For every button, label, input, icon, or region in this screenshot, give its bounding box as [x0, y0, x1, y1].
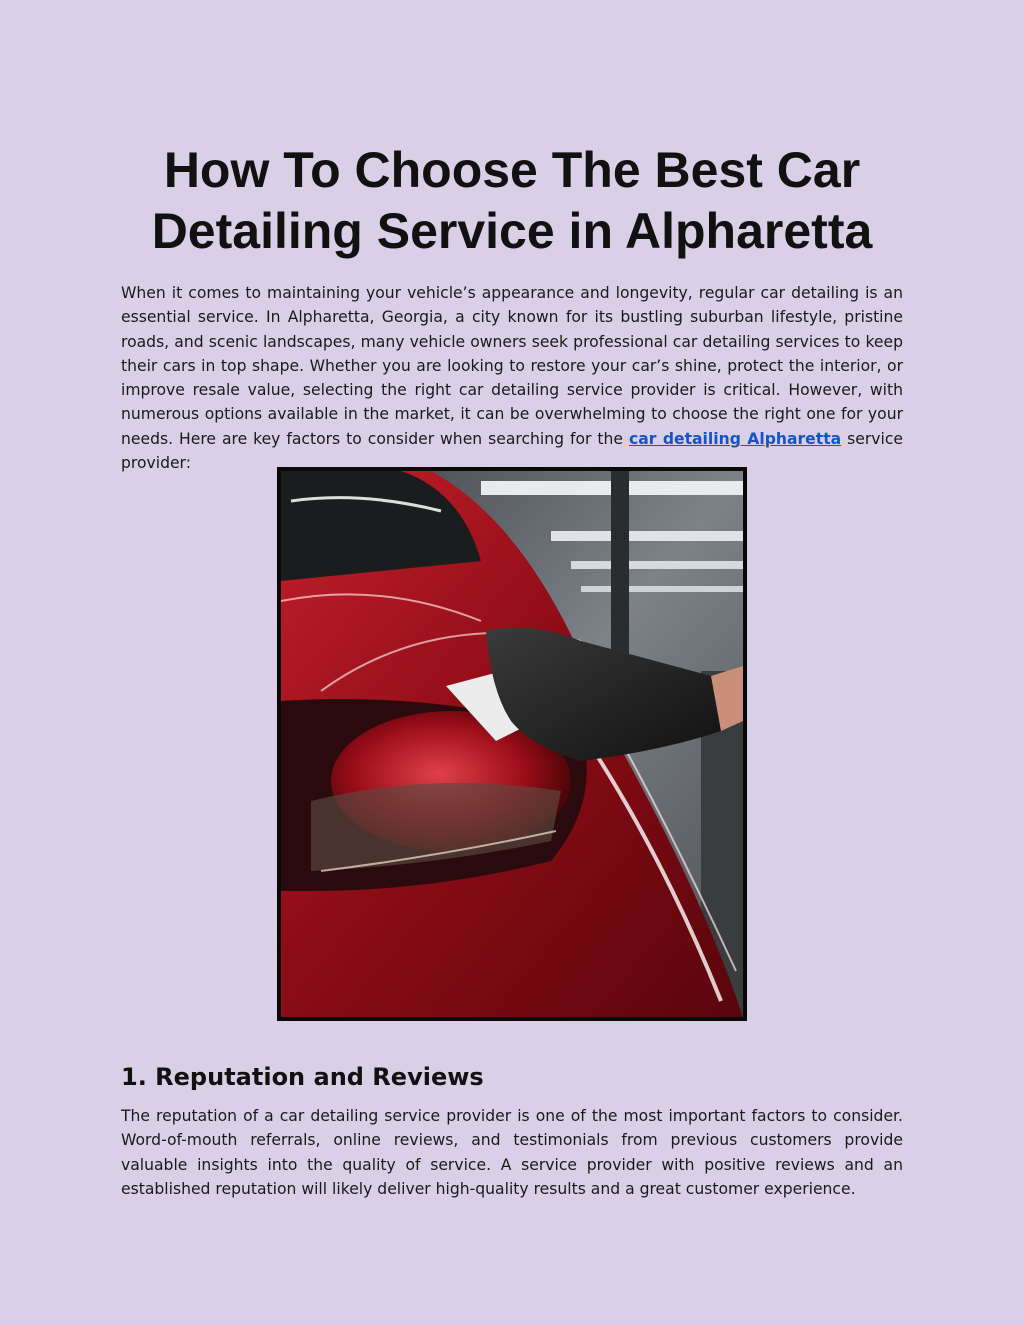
title-line-2: Detailing Service in Alpharetta — [151, 203, 873, 259]
intro-text-end: service provider: — [121, 429, 904, 473]
title-line-1: How To Choose The Best Car — [163, 142, 861, 198]
section-body: The reputation of a car detailing service provider is one of the most important factors to consider. Word-of-mouth referrals, online reviews, and testimonials from previous customers provide valuable insights into the quality of service. A service provider with positive reviews and an established reputation will likely deliver high-quality results and a great customer experience. — [121, 1107, 903, 1198]
page-title — [100, 140, 924, 262]
intro-paragraph — [121, 281, 903, 475]
intro-text: When it comes to maintaining your vehicle’s appearance and longevity, regular car detailing is an essential service. In Alpharetta, Georgia, a city known for its bustling suburban lifestyle, pristine roads, and scenic landscapes, many vehicle owners seek professional car detailing services to keep their cars in top shape. Whether you are looking to restore your car’s shine, protect the interior, or improve resale value, selecting the right car detailing service provider is critical. However, with numerous options available in the market, it can be overwhelming to choose the right one for your needs. Here are key factors to consider when searching for the — [121, 284, 903, 448]
car-detailing-photo — [277, 467, 747, 1021]
car-detailing-link[interactable]: car detailing Alpharetta — [628, 429, 842, 448]
section-heading: 1. Reputation and Reviews — [121, 1063, 484, 1091]
